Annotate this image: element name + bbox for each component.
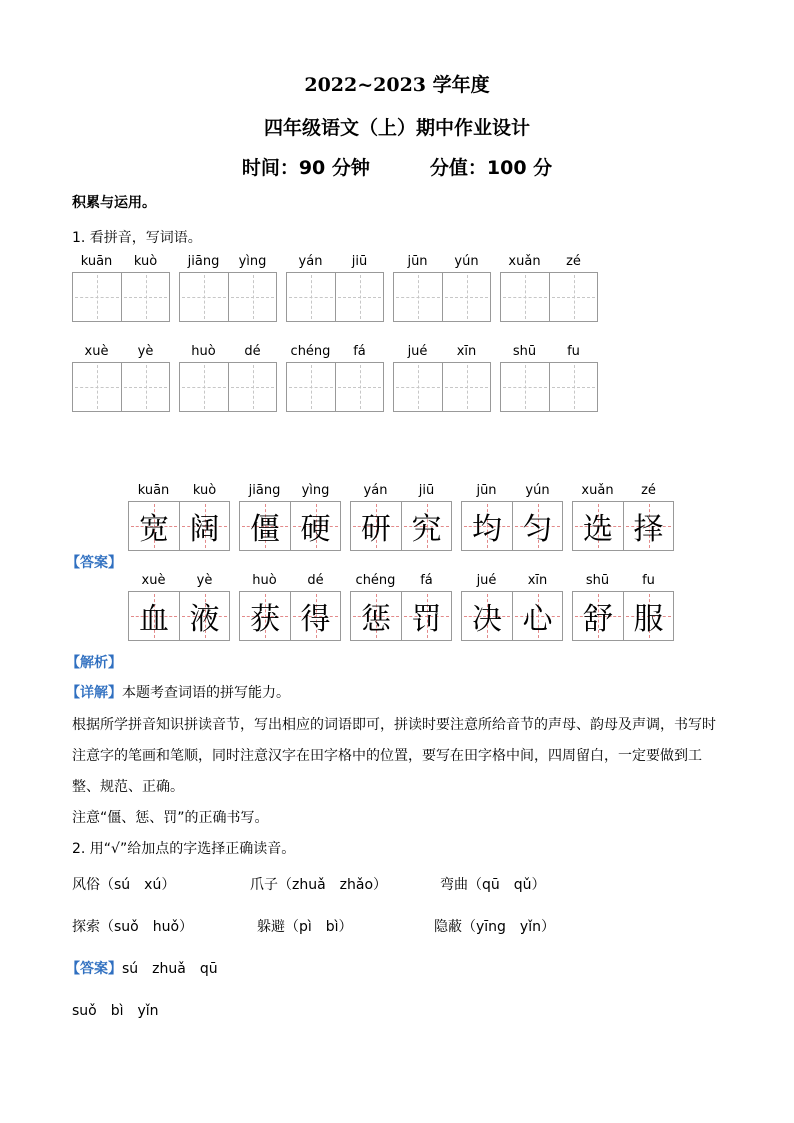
tianzige-box xyxy=(393,362,491,412)
tianzige-cell xyxy=(442,363,490,411)
tianzige-box xyxy=(461,591,563,641)
pinyin-syllable: dé xyxy=(307,573,324,588)
word-pair xyxy=(239,483,341,551)
word-pair xyxy=(393,344,491,412)
pinyin-row xyxy=(500,254,598,272)
word-pair xyxy=(286,344,384,412)
pinyin-row xyxy=(461,483,563,501)
tianzige-cell xyxy=(129,502,179,550)
pinyin-row xyxy=(393,254,491,272)
tianzige-cell xyxy=(180,363,228,411)
q2-answer-line2: suǒ bì yǐn xyxy=(72,1003,159,1019)
tianzige-cell xyxy=(512,502,562,550)
pinyin-row xyxy=(239,573,341,591)
pinyin-syllable: fu xyxy=(642,573,655,588)
pinyin-syllable: zé xyxy=(566,254,581,269)
pinyin-syllable: jūn xyxy=(407,254,428,269)
doc-title: 四年级语文（上）期中作业设计 xyxy=(263,117,530,139)
word-pair xyxy=(239,573,341,641)
pinyin-syllable: chéng xyxy=(355,573,396,588)
pinyin-syllable: xuǎn xyxy=(581,483,614,498)
q2-answer-line1: sú zhuǎ qū xyxy=(122,961,218,977)
tianzige-box xyxy=(461,501,563,551)
pinyin-row xyxy=(179,344,277,362)
tianzige-box xyxy=(128,591,230,641)
tianzige-cell xyxy=(129,592,179,640)
tianzige-cell xyxy=(501,273,549,321)
answer-character: 服 xyxy=(633,602,664,637)
pinyin-row xyxy=(350,573,452,591)
pinyin-syllable: jiū xyxy=(351,254,368,269)
tianzige-cell xyxy=(180,273,228,321)
word-pair xyxy=(286,254,384,322)
answer-character: 罚 xyxy=(411,602,442,637)
q2-item-1: 风俗（sú xú） xyxy=(72,877,176,893)
pinyin-syllable: kuò xyxy=(133,254,158,269)
tianzige-cell xyxy=(179,592,229,640)
tianzige-cell xyxy=(240,502,290,550)
pinyin-syllable: jué xyxy=(407,344,428,359)
pinyin-syllable: fá xyxy=(353,344,366,359)
tianzige-cell xyxy=(549,363,597,411)
pinyin-syllable: yún xyxy=(454,254,479,269)
q2-item-2: 爪子（zhuǎ zhǎo） xyxy=(250,877,388,893)
answer-character: 舒 xyxy=(583,602,613,637)
pinyin-row xyxy=(286,344,384,362)
pinyin-syllable: shū xyxy=(512,344,537,359)
tianzige-cell xyxy=(335,273,383,321)
tianzige-cell xyxy=(623,502,673,550)
pinyin-syllable: jiāng xyxy=(248,483,281,498)
pinyin-row xyxy=(179,254,277,272)
q2-answer-label: 【答案】 xyxy=(66,961,122,977)
pinyin-syllable: yè xyxy=(137,344,154,359)
answer-character: 研 xyxy=(361,512,391,547)
q1-detail-label: 【详解】 xyxy=(66,685,122,701)
tianzige-cell xyxy=(462,502,512,550)
tianzige-box xyxy=(286,362,384,412)
tianzige-cell xyxy=(335,363,383,411)
pinyin-syllable: yè xyxy=(196,573,213,588)
answer-character: 究 xyxy=(411,512,442,547)
tianzige-cell xyxy=(501,363,549,411)
q1-detail xyxy=(66,682,290,702)
word-pair xyxy=(393,254,491,322)
tianzige-cell xyxy=(512,592,562,640)
pinyin-row xyxy=(72,344,170,362)
tianzige-cell xyxy=(573,592,623,640)
pinyin-row xyxy=(393,344,491,362)
time-limit: 时间：90 分钟 xyxy=(241,157,370,179)
word-pair xyxy=(461,483,563,551)
question-grid-row-2 xyxy=(72,344,607,412)
pinyin-syllable: huò xyxy=(191,344,216,359)
doc-meta xyxy=(0,153,794,180)
pinyin-syllable: yìng xyxy=(238,254,267,269)
pinyin-syllable: yán xyxy=(363,483,388,498)
q1-detail-text: 本题考查词语的拼写能力。 xyxy=(122,685,290,701)
word-pair xyxy=(128,573,230,641)
pinyin-syllable: jué xyxy=(476,573,497,588)
answer-character: 宽 xyxy=(139,512,169,547)
tianzige-cell xyxy=(73,273,121,321)
tianzige-box xyxy=(179,362,277,412)
word-pair xyxy=(500,254,598,322)
pinyin-row xyxy=(350,483,452,501)
q1-answer-label: 【答案】 xyxy=(66,555,122,571)
pinyin-syllable: xīn xyxy=(456,344,477,359)
pinyin-syllable: fu xyxy=(567,344,580,359)
word-pair xyxy=(72,254,170,322)
pinyin-row xyxy=(128,483,230,501)
q2-answer xyxy=(66,958,218,978)
pinyin-syllable: zé xyxy=(641,483,656,498)
pinyin-syllable: xuè xyxy=(84,344,109,359)
q1-para-line1: 根据所学拼音知识拼读音节，写出相应的词语即可，拼读时要注意所给音节的声母、韵母及声调，书写时 xyxy=(72,717,716,733)
word-pair xyxy=(350,483,452,551)
pinyin-syllable: yún xyxy=(525,483,550,498)
word-pair xyxy=(179,344,277,412)
answer-character: 心 xyxy=(522,602,553,637)
pinyin-row xyxy=(500,344,598,362)
pinyin-syllable: huò xyxy=(252,573,277,588)
tianzige-box xyxy=(500,362,598,412)
tianzige-cell xyxy=(351,502,401,550)
pinyin-syllable: kuān xyxy=(80,254,113,269)
tianzige-cell xyxy=(351,592,401,640)
q1-para-line3: 整、规范、正确。 xyxy=(72,779,184,795)
tianzige-box xyxy=(239,591,341,641)
pinyin-syllable: kuò xyxy=(192,483,217,498)
q2-item-5: 躲避（pì bì） xyxy=(257,919,353,935)
tianzige-cell xyxy=(290,592,340,640)
word-pair xyxy=(461,573,563,641)
answer-character: 阔 xyxy=(189,512,220,547)
tianzige-cell xyxy=(121,363,169,411)
answer-character: 均 xyxy=(472,512,502,547)
pinyin-row xyxy=(286,254,384,272)
answer-character: 液 xyxy=(189,602,220,637)
tianzige-box xyxy=(350,591,452,641)
tianzige-cell xyxy=(240,592,290,640)
q2-item-4: 探索（suǒ huǒ） xyxy=(72,919,194,935)
word-pair xyxy=(179,254,277,322)
tianzige-cell xyxy=(121,273,169,321)
pinyin-syllable: jiāng xyxy=(187,254,220,269)
word-pair xyxy=(128,483,230,551)
pinyin-syllable: chéng xyxy=(290,344,331,359)
tianzige-cell xyxy=(287,363,335,411)
tianzige-cell xyxy=(228,363,276,411)
answer-character: 选 xyxy=(583,512,613,547)
word-pair xyxy=(350,573,452,641)
tianzige-cell xyxy=(287,273,335,321)
tianzige-cell xyxy=(549,273,597,321)
word-pair xyxy=(72,344,170,412)
q1-analysis-label: 【解析】 xyxy=(66,655,122,671)
section-title: 积累与运用。 xyxy=(72,195,156,211)
pinyin-row xyxy=(72,254,170,272)
pinyin-syllable: dé xyxy=(244,344,261,359)
tianzige-cell xyxy=(462,592,512,640)
tianzige-box xyxy=(239,501,341,551)
pinyin-row xyxy=(461,573,563,591)
q2-item-3: 弯曲（qū qǔ） xyxy=(440,877,546,893)
answer-character: 惩 xyxy=(361,602,391,637)
pinyin-syllable: jūn xyxy=(476,483,497,498)
tianzige-box xyxy=(572,591,674,641)
tianzige-cell xyxy=(179,502,229,550)
pinyin-syllable: xuǎn xyxy=(508,254,541,269)
tianzige-cell xyxy=(623,592,673,640)
tianzige-box xyxy=(286,272,384,322)
tianzige-box xyxy=(72,272,170,322)
tianzige-box xyxy=(350,501,452,551)
pinyin-syllable: kuān xyxy=(137,483,170,498)
pinyin-syllable: xīn xyxy=(527,573,548,588)
word-pair xyxy=(572,483,674,551)
question-grid-row-1 xyxy=(72,254,607,322)
score-total: 分值：100 分 xyxy=(429,157,553,179)
tianzige-cell xyxy=(394,273,442,321)
tianzige-box xyxy=(72,362,170,412)
tianzige-cell xyxy=(573,502,623,550)
answer-character: 择 xyxy=(633,512,664,547)
answer-character: 获 xyxy=(250,602,280,637)
q1-para-line2: 注意字的笔画和笔顺，同时注意汉字在田字格中的位置，要写在田字格中间，四周留白，一定要做到工 xyxy=(72,748,702,764)
answer-character: 得 xyxy=(300,602,331,637)
pinyin-syllable: yán xyxy=(298,254,323,269)
pinyin-row xyxy=(572,573,674,591)
word-pair xyxy=(500,344,598,412)
answer-character: 僵 xyxy=(250,512,280,547)
tianzige-cell xyxy=(73,363,121,411)
doc-year: 2022~2023 学年度 xyxy=(304,74,490,96)
answer-grid-row-1 xyxy=(128,483,683,551)
pinyin-syllable: jiū xyxy=(418,483,435,498)
q2-item-6: 隐蔽（yīng yǐn） xyxy=(434,919,555,935)
pinyin-syllable: xuè xyxy=(141,573,166,588)
tianzige-box xyxy=(128,501,230,551)
pinyin-syllable: fá xyxy=(420,573,433,588)
pinyin-row xyxy=(128,573,230,591)
tianzige-cell xyxy=(394,363,442,411)
answer-character: 决 xyxy=(472,602,502,637)
pinyin-row xyxy=(572,483,674,501)
tianzige-box xyxy=(393,272,491,322)
tianzige-cell xyxy=(228,273,276,321)
answer-character: 匀 xyxy=(522,512,553,547)
tianzige-cell xyxy=(401,592,451,640)
q2-prompt: 2. 用“√”给加点的字选择正确读音。 xyxy=(72,841,296,857)
tianzige-cell xyxy=(401,502,451,550)
tianzige-box xyxy=(500,272,598,322)
q1-prompt: 1. 看拼音，写词语。 xyxy=(72,230,202,246)
tianzige-box xyxy=(572,501,674,551)
q1-note: 注意“僵、惩、罚”的正确书写。 xyxy=(72,810,269,826)
answer-character: 硬 xyxy=(300,512,331,547)
tianzige-cell xyxy=(442,273,490,321)
pinyin-syllable: shū xyxy=(585,573,610,588)
pinyin-syllable: yìng xyxy=(301,483,330,498)
word-pair xyxy=(572,573,674,641)
answer-grid-row-2 xyxy=(128,573,683,641)
answer-character: 血 xyxy=(139,602,169,637)
pinyin-row xyxy=(239,483,341,501)
tianzige-cell xyxy=(290,502,340,550)
tianzige-box xyxy=(179,272,277,322)
